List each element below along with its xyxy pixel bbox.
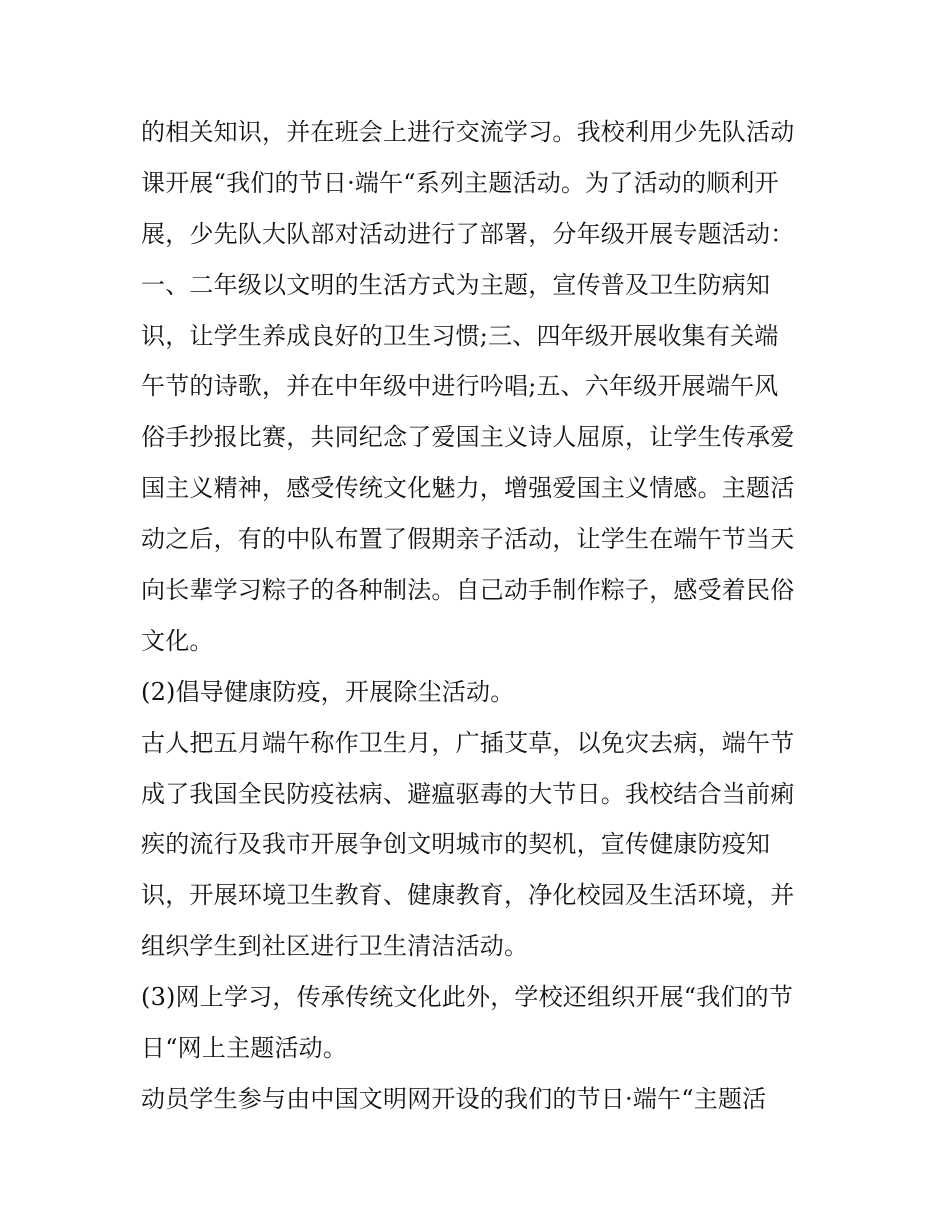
text-line: 识，开展环境卫生教育、健康教育，净化校园及生活环境，并: [141, 881, 795, 910]
text-line: 动之后，有的中队布置了假期亲子活动，让学生在端午节当天: [141, 525, 795, 554]
text-line: 识，让学生养成良好的卫生习惯;三、四年级开展收集有关端: [141, 321, 779, 350]
text-line: 展，少先队大队部对活动进行了部署，分年级开展专题活动：: [141, 219, 795, 248]
text-line: 组织学生到社区进行卫生清洁活动。: [141, 932, 529, 961]
text-line: 午节的诗歌，并在中年级中进行吟唱;五、六年级开展端午风: [141, 372, 779, 401]
section-heading: (2)倡导健康防疫，开展除尘活动。: [141, 677, 515, 706]
text-line: 日“网上主题活动。: [141, 1034, 348, 1063]
text-line: 俗手抄报比赛，共同纪念了爱国主义诗人屈原，让学生传承爱: [141, 423, 795, 452]
text-line: 成了我国全民防疫祛病、避瘟驱毒的大节日。我校结合当前痢: [141, 779, 795, 808]
text-line: 课开展“我们的节日·端午“系列主题活动。为了活动的顺利开: [141, 168, 779, 197]
text-line: 一、二年级以文明的生活方式为主题，宣传普及卫生防病知: [141, 270, 771, 299]
text-line: 古人把五月端午称作卫生月，广插艾草，以免灾去病，端午节: [141, 728, 795, 757]
text-line: 向长辈学习粽子的各种制法。自己动手制作粽子，感受着民俗: [141, 576, 795, 605]
section-heading: (3)网上学习，传承传统文化此外，学校还组织开展“我们的节: [141, 983, 794, 1012]
text-line: 疾的流行及我市开展争创文明城市的契机，宣传健康防疫知: [141, 830, 771, 859]
text-line: 文化。: [141, 626, 214, 655]
body-text: [141, 107, 821, 1125]
text-line: 的相关知识，并在班会上进行交流学习。我校利用少先队活动: [141, 118, 795, 146]
text-line: 国主义精神，感受传统文化魅力，增强爱国主义情感。主题活: [141, 474, 795, 503]
text-line: 动员学生参与由中国文明网开设的我们的节日·端午“主题活: [141, 1084, 767, 1113]
